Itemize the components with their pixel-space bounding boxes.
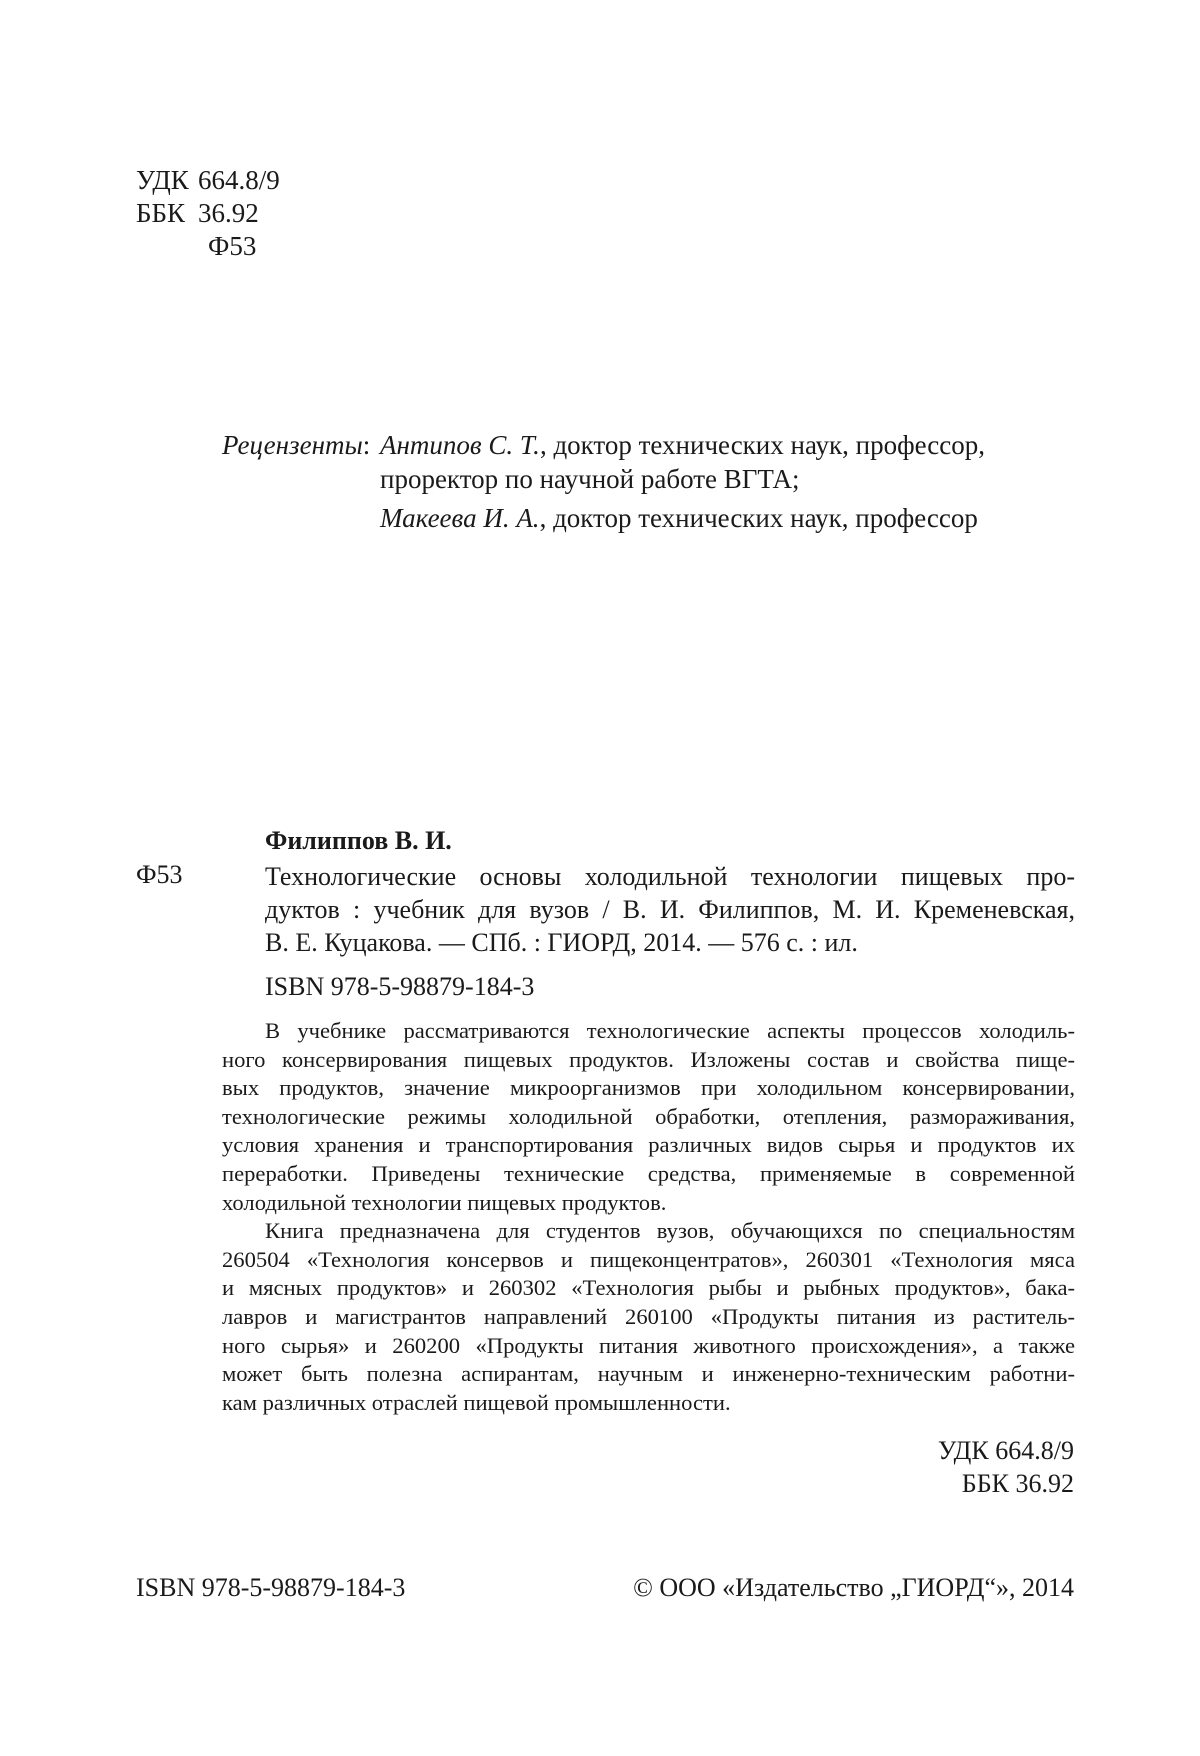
author-mark: Ф53 [208,231,257,261]
udk-right: УДК 664.8/9 [937,1436,1074,1465]
record-line-2: дуктов : учебник для вузов / В. И. Филиппов, М. И. Кременевская, [265,895,1075,924]
record-line-3: В. Е. Куцакова. — СПб. : ГИОРД, 2014. — 576 с. : ил. [265,928,858,957]
reviewer-1-name: Антипов С. Т. [380,430,540,460]
annotation-line: технологические режимы холодильной обработки, отепления, размораживания, [222,1103,1075,1129]
udk-label: УДК [136,165,189,195]
record-author: Филиппов В. И. [265,826,452,855]
annotation-line: холодильной технологии пищевых продуктов. [222,1189,667,1215]
annotation-line: В учебнике рассматриваются технологические аспекты процессов холодиль- [265,1018,1075,1043]
classification-codes [136,164,280,263]
bbk-right: ББК 36.92 [961,1469,1074,1498]
reviewer-1 [380,428,985,462]
bbk-value: 36.92 [198,198,259,228]
footer-copyright: © ООО «Издательство „ГИОРД“», 2014 [633,1573,1074,1602]
annotation-line: кам различных отраслей пищевой промышленности. [222,1389,731,1415]
annotation-line: вых продуктов, значение микроорганизмов при холодильном консервировании, [222,1075,1075,1101]
annotation-line: 260504 «Технология консервов и пищеконцентратов», 260301 «Технология мяса [222,1246,1075,1272]
record-isbn: ISBN 978-5-98879-184-3 [265,972,535,1001]
reviewers-block [222,428,1082,548]
bbk-label: ББК [136,198,186,228]
reviewers-colon: : [362,430,371,460]
annotation-line: и мясных продуктов» и 260302 «Технология рыбы и рыбных продуктов», бака- [222,1275,1075,1301]
reviewer-2 [380,501,978,535]
reviewer-2-line1: , доктор технических наук, профессор [539,503,978,533]
record-line-1: Технологические основы холодильной технологии пищевых про- [265,862,1075,891]
reviewers-label-wrap [222,428,370,462]
annotation-line: ного консервирования пищевых продуктов. Изложены состав и свойства пище- [222,1046,1075,1072]
annotation-line: ного сырья» и 260200 «Продукты питания животного происхождения», а также [222,1332,1075,1358]
reviewer-1-line2: проректор по научной работе ВГТА; [380,464,800,494]
annotation-line: условия хранения и транспортирования различных видов сырья и продуктов их [222,1132,1075,1158]
annotation-line: лавров и магистрантов направлений 260100 «Продукты питания из раститель- [222,1303,1075,1329]
reviewers-label: Рецензенты [222,430,363,460]
udk-row [136,164,280,197]
codes-right [938,1434,1074,1500]
udk-value: 664.8/9 [198,165,280,195]
annotation-line: Книга предназначена для студентов вузов, обучающихся по специальностям [265,1218,1075,1244]
annotation [222,1017,1075,1417]
record-mark: Ф53 [136,860,183,889]
footer-isbn: ISBN 978-5-98879-184-3 [136,1573,406,1602]
annotation-line: переработки. Приведены технические средства, применяемые в современной [222,1160,1075,1186]
reviewer-2-name: Макеева И. А. [380,503,540,533]
bbk-row [136,197,280,230]
reviewer-1-line1: , доктор технических наук, профессор, [539,430,985,460]
record-description [265,860,1075,959]
annotation-line: может быть полезна аспирантам, научным и инженерно-техническим работни- [222,1361,1075,1387]
